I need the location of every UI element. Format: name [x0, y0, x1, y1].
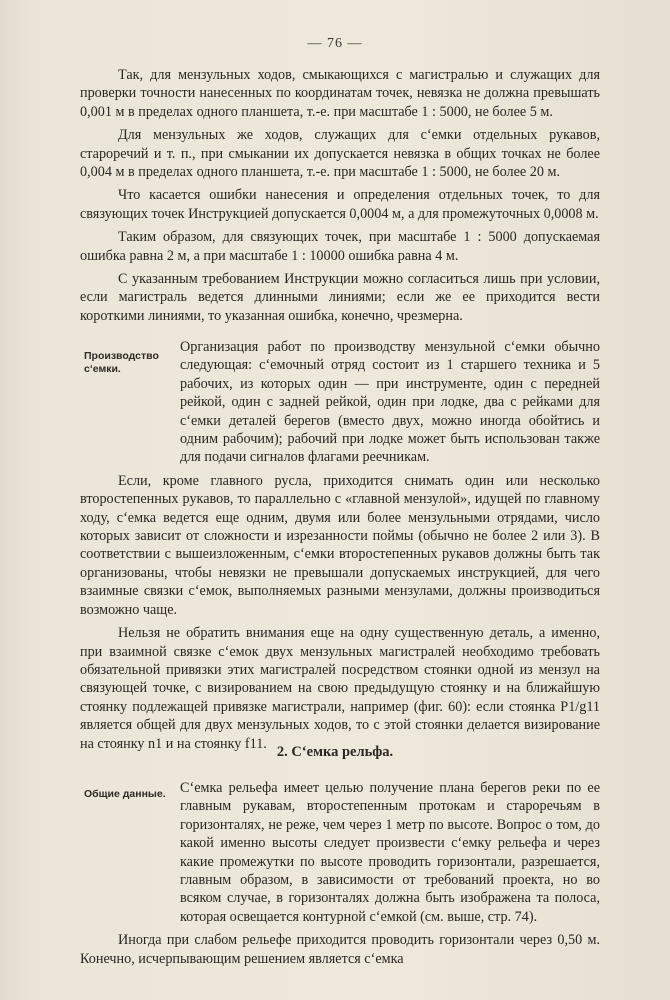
margin-heading-general-data: Общие данные.	[84, 788, 166, 800]
text-block-survey-organization	[80, 338, 600, 758]
paragraph: Нельзя не обратить внимания еще на одну существенную деталь, а именно, при взаимной связке с‘емок двух мензульных магистралей необходимо требовать обязательной привязки этих магистралей посредством стоянки одной из мензул на связующей точке, с визированием на свою предыдущую стоянку и на ближайшую стоянку подлежащей привязке магистрали, например (фиг. 60): если стоянка P1/g11 является общей для двух мензульных ходов, то с этой стоянки делается визирование на стоянку n1 и на стоянку f11.	[80, 625, 600, 752]
paragraph: С указанным требованием Инструкции можно согласиться лишь при условии, если магистраль ведется длинными линиями; если же ее приходится вести короткими линиями, то указанная ошибка, конечно, чрезмерна.	[80, 271, 600, 324]
page-number: — 76 —	[307, 36, 363, 51]
paragraph: Что касается ошибки нанесения и определения отдельных точек, то для связующих точек Инструкцией допускается 0,0004 м, а для промежуточных 0,0008 м.	[80, 187, 600, 222]
text-block-relief-survey	[80, 779, 600, 973]
paragraph: Так, для мензульных ходов, смыкающихся с магистралью и служащих для проверки точности нанесенных по координатам точек, невязка не должна превышать 0,001 м в пределах одного планшета, т.-е. при масштабе 1 : 5000, не более 5 м.	[80, 67, 600, 120]
paragraph: Для мензульных же ходов, служащих для с‘емки отдельных рукавов, староречий и т. п., при смыкании их допускается невязка в общих точках не более 0,004 м в пределах одного планшета, т.-е. при масштабе 1 : 5000, не более 20 м.	[80, 127, 600, 181]
section-title: 2. С‘емка рельфа.	[276, 744, 394, 760]
paragraph: Таким образом, для связующих точек, при масштабе 1 : 5000 допускаемая ошибка равна 2 м, а при масштабе 1 : 10000 ошибка равна 4 м.	[80, 229, 600, 264]
paragraph: Иногда при слабом рельефе приходится проводить горизонтали через 0,50 м. Конечно, исчерпывающим решением является с‘емка	[80, 932, 600, 967]
margin-heading-survey-production: Производство с‘емки.	[84, 350, 159, 375]
paragraph: С‘емка рельефа имеет целью получение плана берегов реки по ее главным рукавам, второстепенным протокам и староречьям в горизонталях, не реже, чем через 1 метр по высоте. Вопрос о том, до какой именно высоты следует произвести с‘емку рельефа и через какие промежутки по высоте проводить горизонтали, разрешается, главным образом, в зависимости от требований проекта, но во всяком случае, в горизонталях должна быть изображена та полоса, которая освещается контурной с‘емкой (см. выше, стр. 74).	[180, 780, 600, 925]
paragraph: Если, кроме главного русла, приходится снимать один или несколько второстепенных рукавов, то параллельно с «главной мензулой», идущей по главному ходу, с‘емка ведется еще одним, двумя или более мензульными отрядами, число которых зависит от сложности и изрезанности поймы (обычно не более 2 или 3). В соответствии с вышеизложенным, с‘емки второстепенных рукавов должны быть так организованы, чтобы невязки не превышали допускаемых инструкцией, для чего взаимные связки с‘емок, выполняемых разными мензулами, должны производиться возможно чаще.	[80, 472, 600, 618]
text-block-tolerances	[80, 66, 600, 330]
paragraph: Организация работ по производству мензульной с‘емки обычно следующая: с‘емочный отряд состоит из 1 старшего техника и 5 рабочих, из которых один — при инструменте, один с передней рейкой, один с задней рейкой, один при лодке, два с рейками для с‘емки деталей берегов (вместо двух, можно иногда обойтись и одним рабочим); рабочий при лодке может быть использован также для подачи сигналов флагами реечникам.	[180, 339, 600, 466]
